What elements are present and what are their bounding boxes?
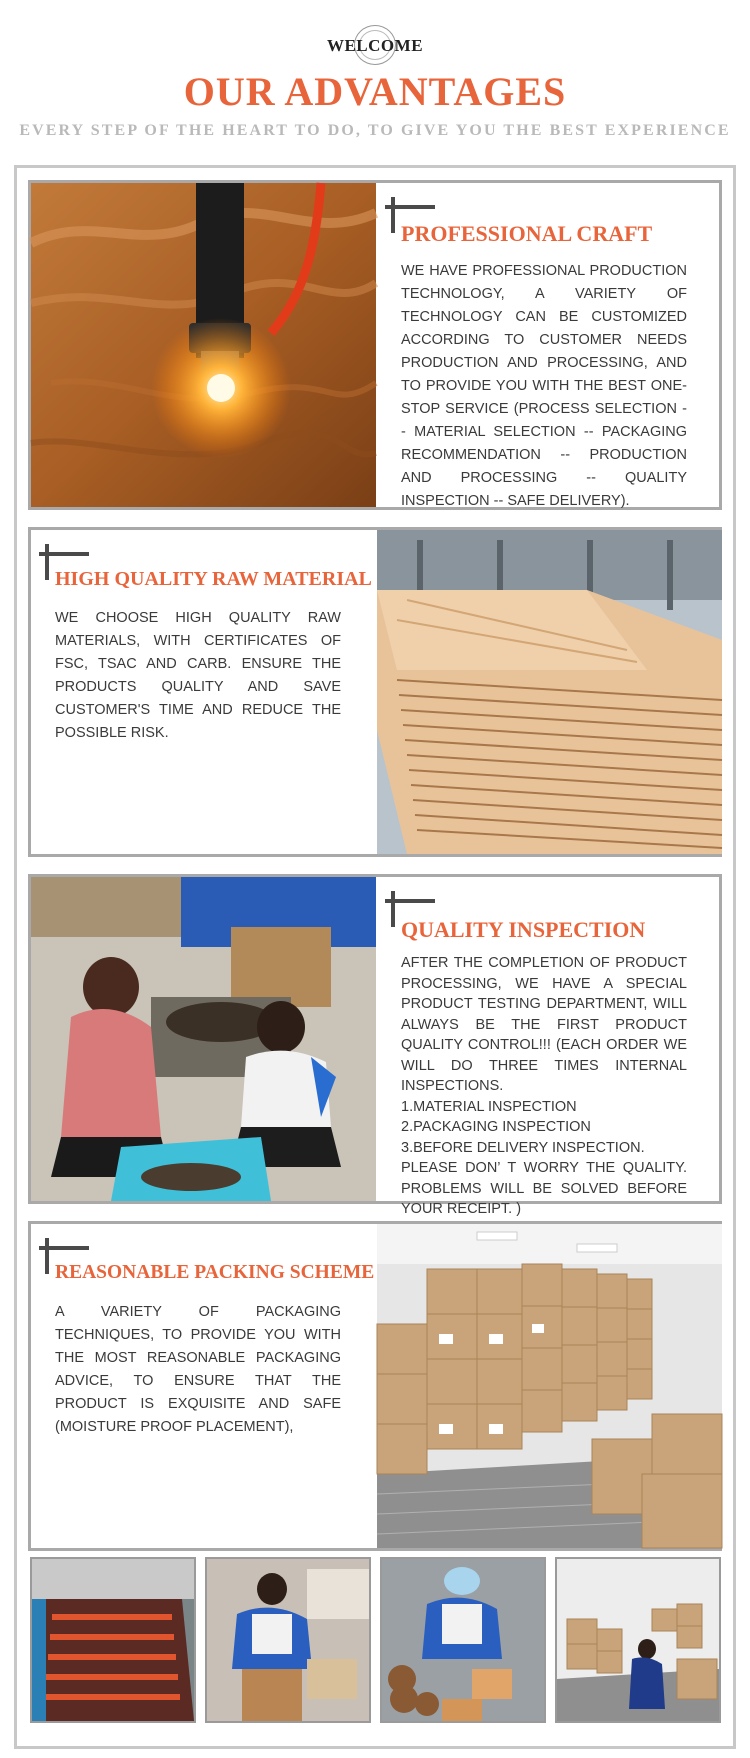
section-text [31, 530, 377, 854]
section-title: QUALITY INSPECTION [401, 917, 646, 942]
wood-boards-photo [377, 530, 722, 854]
section-packing-scheme [28, 1221, 722, 1551]
section-title: HIGH QUALITY RAW MATERIAL [55, 568, 372, 590]
section-raw-material [28, 527, 722, 857]
section-title: PROFESSIONAL CRAFT [401, 221, 653, 246]
corner-mark-icon [391, 197, 395, 233]
welcome-label: WELCOME [326, 36, 424, 55]
section-text [377, 183, 723, 507]
corner-mark-icon [45, 1238, 49, 1274]
section-text [377, 877, 723, 1217]
welcome-emblem [0, 22, 750, 64]
section-paragraph: AFTER THE COMPLETION OF PRODUCT PROCESSING, WE HAVE A SPECIAL PRODUCT TESTING DEPARTMENT, WILL ALWAYS BE THE FIRST PRODUCT QUALITY CONTROL!!! (EACH ORDER WE WILL DO THREE TIMES INTERNAL INSPECTIONS. [401, 955, 687, 1094]
laser-cutting-photo [31, 183, 376, 507]
page-title: OUR ADVANTAGES [183, 69, 567, 114]
heating-machine-photo [30, 1557, 196, 1723]
section-body [401, 953, 687, 1220]
workers-inspection-photo [31, 877, 376, 1201]
section-title: REASONABLE PACKING SCHEME [55, 1262, 375, 1283]
section-professional-craft [28, 180, 722, 510]
warehouse-worker-photo [555, 1557, 721, 1723]
page-subtitle: EVERY STEP OF THE HEART TO DO, TO GIVE YOU THE BEST EXPERIENCE [19, 122, 731, 139]
section-quality-inspection [28, 874, 722, 1217]
section-closing: PLEASE DON’ T WORRY THE QUALITY. PROBLEMS WILL BE SOLVED BEFORE YOUR RECEIPT. ) [401, 1160, 687, 1217]
inspection-step: 2.PACKAGING INSPECTION [401, 1119, 591, 1135]
worker-packing-photo [205, 1557, 371, 1723]
corner-mark-icon [45, 544, 49, 580]
inspection-step: 1.MATERIAL INSPECTION [401, 1098, 577, 1115]
section-body: WE HAVE PROFESSIONAL PRODUCTION TECHNOLOGY, A VARIETY OF TECHNOLOGY CAN BE CUSTOMIZED ACCORDING TO CUSTOMER NEEDS PRODUCTION AND PROCESSING, AND TO PROVIDE YOU WITH THE BEST ONE-STOP SERVICE (PROCESS SELECTION -- MATERIAL SELECTION -- PACKAGING RECOMMENDATION -- PRODUCTION AND PROCESSING -- QUALITY INSPECTION -- SAFE DELIVERY). [401, 263, 687, 509]
warehouse-boxes-photo [377, 1224, 722, 1548]
section-body: WE CHOOSE HIGH QUALITY RAW MATERIALS, WITH CERTIFICATES OF FSC, TSAC AND CARB. ENSURE THE PRODUCTS QUALITY AND SAVE CUSTOMER'S TIME AND REDUCE THE POSSIBLE RISK. [55, 610, 341, 741]
worker-sorting-coasters-photo [380, 1557, 546, 1723]
section-body: A VARIETY OF PACKAGING TECHNIQUES, TO PROVIDE YOU WITH THE MOST REASONABLE PACKAGING ADVICE, TO ENSURE THAT THE PRODUCT IS EXQUISITE AND SAFE (MOISTURE PROOF PLACEMENT), [55, 1304, 341, 1435]
inspection-step: 3.BEFORE DELIVERY INSPECTION. [401, 1139, 645, 1156]
corner-mark-icon [391, 891, 395, 927]
section-text [31, 1224, 377, 1548]
